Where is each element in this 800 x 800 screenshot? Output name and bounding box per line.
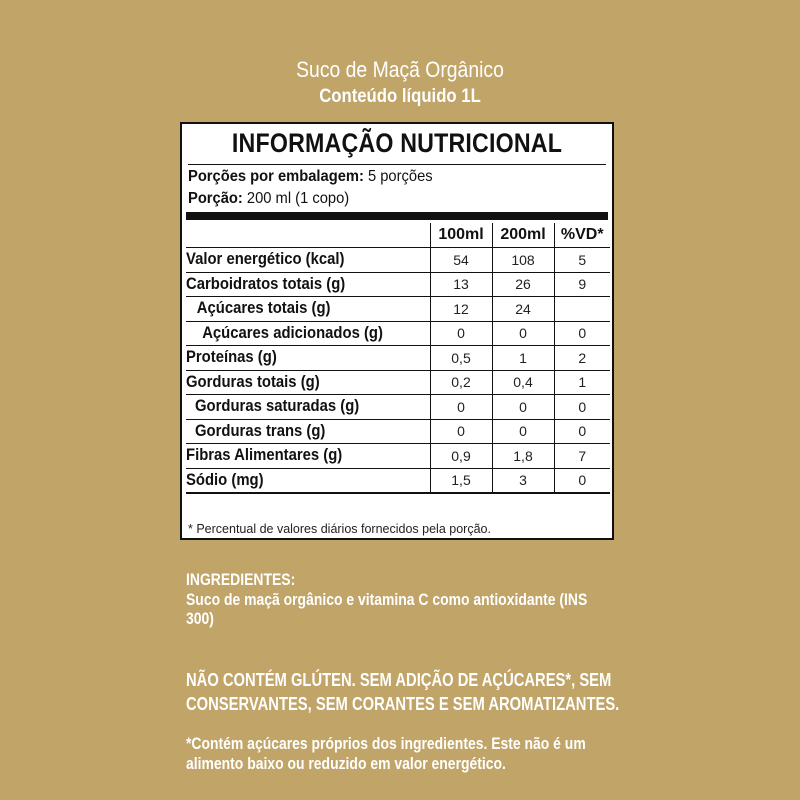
table-row — [186, 419, 610, 444]
column-header: 200ml — [492, 223, 554, 248]
value-200ml: 108 — [492, 248, 554, 273]
value-200ml: 1 — [492, 346, 554, 371]
servings-value: 5 porções — [363, 168, 433, 185]
panel-title: INFORMAÇÃO NUTRICIONAL — [231, 128, 563, 158]
column-header: 100ml — [430, 223, 492, 248]
column-header: %VD* — [554, 223, 610, 248]
product-name: Suco de Maçã Orgânico — [296, 57, 504, 82]
table-row — [186, 321, 610, 346]
servings-label: Porções por embalagem: — [188, 168, 364, 185]
thick-divider — [186, 212, 608, 220]
value-vd: 2 — [554, 346, 610, 371]
value-vd: 9 — [554, 272, 610, 297]
value-100ml: 13 — [430, 272, 492, 297]
sugar-note: *Contém açúcares próprios dos ingredientes. Este não é um alimento baixo ou reduzido em valor energético. — [186, 734, 586, 773]
table-row — [186, 444, 610, 469]
portion-value: 200 ml (1 copo) — [242, 190, 350, 207]
value-100ml: 1,5 — [430, 468, 492, 493]
value-200ml: 3 — [492, 468, 554, 493]
table-row — [186, 272, 610, 297]
value-100ml: 0,9 — [430, 444, 492, 469]
value-100ml: 0,5 — [430, 346, 492, 371]
ingredients-text: Suco de maçã orgânico e vitamina C como antioxidante (INS 300) — [186, 590, 588, 628]
value-100ml: 0 — [430, 321, 492, 346]
nutrient-label: Valor energético (kcal) — [186, 250, 345, 269]
table-row — [186, 297, 610, 322]
nutrient-label: Fibras Alimentares (g) — [186, 446, 343, 465]
value-200ml: 0 — [492, 419, 554, 444]
value-200ml: 26 — [492, 272, 554, 297]
portion-label: Porção: — [188, 190, 243, 207]
value-100ml: 12 — [430, 297, 492, 322]
value-100ml: 0,2 — [430, 370, 492, 395]
product-header — [0, 56, 800, 110]
nutrient-label: Sódio (mg) — [186, 470, 264, 489]
value-vd: 5 — [554, 248, 610, 273]
value-vd: 0 — [554, 419, 610, 444]
value-vd — [554, 297, 610, 322]
table-header-row — [186, 223, 610, 248]
table-row — [186, 468, 610, 493]
title-divider — [188, 164, 606, 165]
servings-per-package — [188, 168, 433, 186]
value-vd: 1 — [554, 370, 610, 395]
table-row — [186, 370, 610, 395]
net-content: Conteúdo líquido 1L — [319, 86, 481, 107]
portion-size — [188, 190, 349, 208]
nutrient-label: Gorduras saturadas (g) — [195, 397, 360, 416]
ingredients-section — [186, 570, 706, 628]
value-200ml: 24 — [492, 297, 554, 322]
value-200ml: 0,4 — [492, 370, 554, 395]
nutrient-label: Açúcares totais (g) — [196, 299, 331, 318]
table-row — [186, 395, 610, 420]
nutrient-label: Gorduras trans (g) — [195, 421, 326, 440]
value-100ml: 0 — [430, 419, 492, 444]
nutrition-table — [186, 223, 610, 494]
value-200ml: 1,8 — [492, 444, 554, 469]
table-row — [186, 346, 610, 371]
value-vd: 7 — [554, 444, 610, 469]
nutrient-label: Açúcares adicionados (g) — [202, 323, 383, 342]
nutrient-label: Gorduras totais (g) — [186, 372, 320, 391]
value-vd: 0 — [554, 395, 610, 420]
value-vd: 0 — [554, 468, 610, 493]
nutrition-facts-panel — [180, 122, 614, 540]
value-200ml: 0 — [492, 395, 554, 420]
value-100ml: 54 — [430, 248, 492, 273]
value-200ml: 0 — [492, 321, 554, 346]
table-row — [186, 248, 610, 273]
product-claims: NÃO CONTÉM GLÚTEN. SEM ADIÇÃO DE AÇÚCARES*, SEM CONSERVANTES, SEM CORANTES E SEM AROMATIZANTES. — [186, 670, 620, 714]
header-blank-cell — [186, 223, 430, 248]
table-footnote: * Percentual de valores diários fornecidos pela porção. — [188, 522, 491, 536]
ingredients-heading: INGREDIENTES: — [186, 570, 296, 589]
nutrient-label: Carboidratos totais (g) — [186, 274, 346, 293]
nutrient-label: Proteínas (g) — [186, 348, 277, 367]
value-vd: 0 — [554, 321, 610, 346]
value-100ml: 0 — [430, 395, 492, 420]
